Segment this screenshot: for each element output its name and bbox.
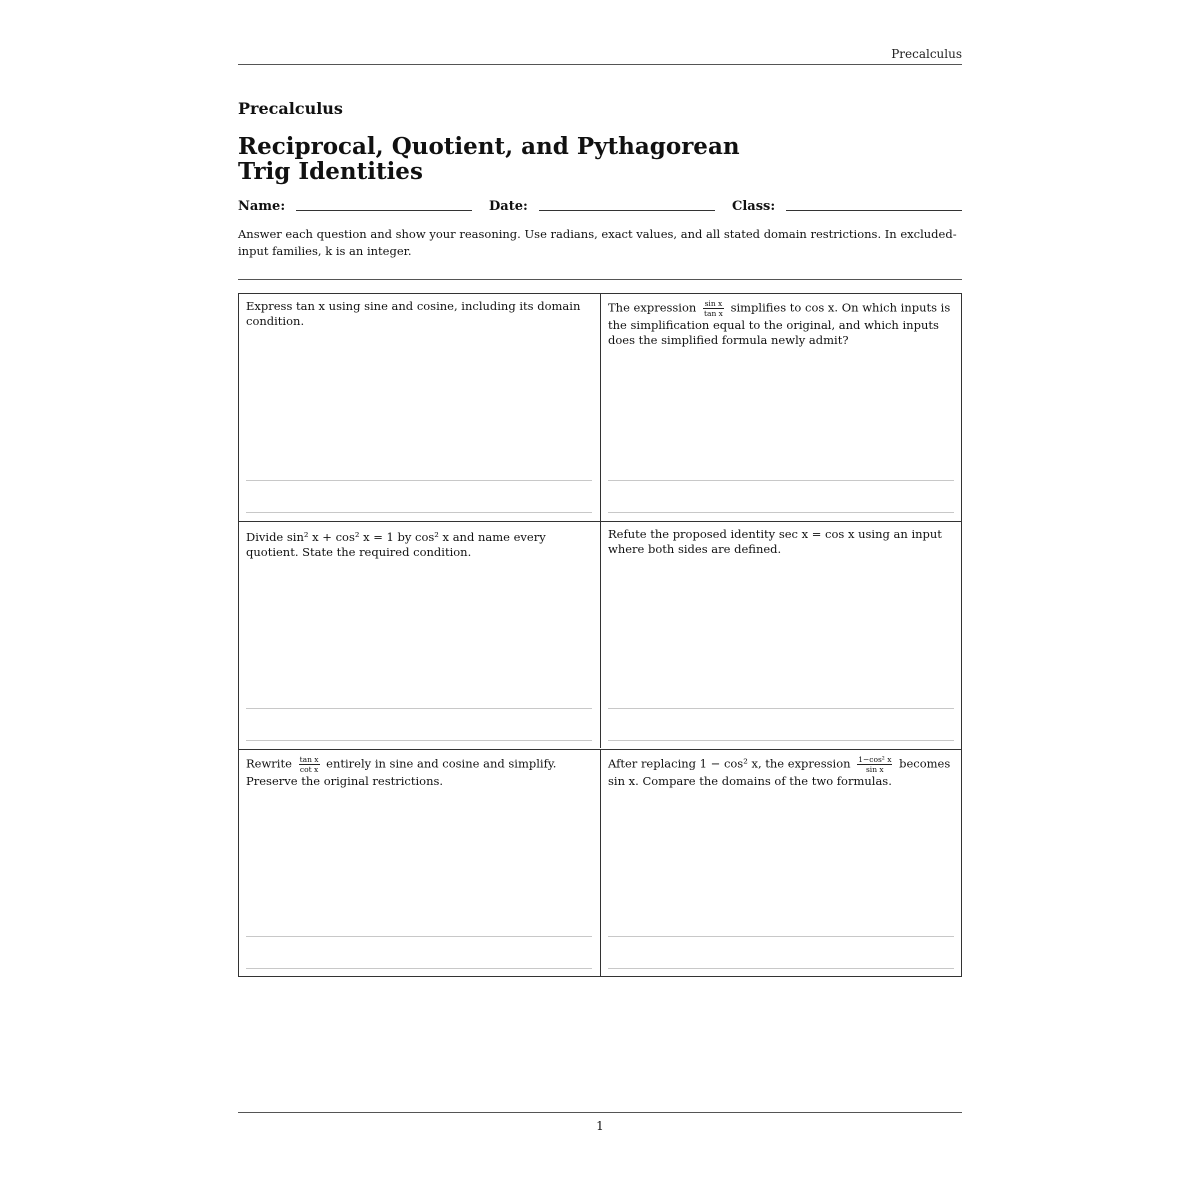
class-field[interactable] xyxy=(786,210,962,211)
question-cell-3 xyxy=(239,521,600,748)
question-post: simplifies to cos x. On which inputs is the simplification equal to the original, and which inputs does the simplified formula newly admit? xyxy=(608,300,951,347)
question-cell-4 xyxy=(600,521,961,748)
class-label: Class: xyxy=(732,199,776,214)
question-text-5 xyxy=(246,755,594,789)
question-cell-1 xyxy=(239,294,600,521)
header-rule xyxy=(238,64,962,65)
answer-line[interactable] xyxy=(246,512,592,513)
question-text-1: Express tan x using sine and cosine, including its domain condition. xyxy=(246,299,581,328)
question-pre: The expression xyxy=(608,300,697,315)
date-field[interactable] xyxy=(539,210,715,211)
fraction-numerator: sin x xyxy=(704,299,723,308)
footer-rule xyxy=(238,1112,962,1113)
answer-line[interactable] xyxy=(608,708,954,709)
question-cell-6 xyxy=(600,749,961,976)
instructions: Answer each question and show your reasoning. Use radians, exact values, and all stated domain restrictions. In excluded-input families, k is an integer. xyxy=(238,227,957,258)
question-cell-2 xyxy=(600,294,961,521)
question-pre: Rewrite xyxy=(246,756,292,771)
question-post: becomes sin x. Compare the domains of the two formulas. xyxy=(608,756,951,788)
question-grid xyxy=(238,293,962,977)
fraction xyxy=(857,755,892,774)
page-number: 1 xyxy=(596,1119,604,1133)
fraction-denominator: cot x xyxy=(299,765,319,774)
answer-line[interactable] xyxy=(608,512,954,513)
answer-line[interactable] xyxy=(246,968,592,969)
student-info-row xyxy=(238,199,962,219)
course-name: Precalculus xyxy=(238,99,343,118)
answer-line[interactable] xyxy=(246,708,592,709)
answer-line[interactable] xyxy=(608,968,954,969)
worksheet-title: Reciprocal, Quotient, and Pythagorean Trig Identities xyxy=(238,133,740,185)
name-label: Name: xyxy=(238,199,286,214)
name-field[interactable] xyxy=(296,210,472,211)
fraction xyxy=(703,299,724,318)
fraction-numerator: 1−cos² x xyxy=(858,755,892,764)
worksheet-page xyxy=(238,0,962,1200)
answer-line[interactable] xyxy=(608,480,954,481)
question-post: entirely in sine and cosine and simplify. Preserve the original restrictions. xyxy=(246,756,557,788)
fraction-denominator: tan x xyxy=(703,309,723,318)
fraction xyxy=(299,755,320,774)
question-text-2 xyxy=(608,299,956,348)
question-text-6 xyxy=(608,755,956,789)
answer-line[interactable] xyxy=(246,936,592,937)
answer-line[interactable] xyxy=(608,740,954,741)
section-rule xyxy=(238,279,962,280)
answer-line[interactable] xyxy=(246,480,592,481)
fraction-denominator: sin x xyxy=(865,765,884,774)
fraction-numerator: tan x xyxy=(299,755,319,764)
question-text-4: Refute the proposed identity sec x = cos x using an input where both sides are defined. xyxy=(608,527,942,556)
question-text-3: Divide sin² x + cos² x = 1 by cos² x and name every quotient. State the required condition. xyxy=(246,530,546,559)
answer-line[interactable] xyxy=(246,740,592,741)
question-pre: After replacing 1 − cos² x, the expression xyxy=(608,756,851,771)
answer-line[interactable] xyxy=(608,936,954,937)
question-cell-5 xyxy=(239,749,600,976)
running-head: Precalculus xyxy=(891,47,962,61)
date-label: Date: xyxy=(489,199,528,214)
